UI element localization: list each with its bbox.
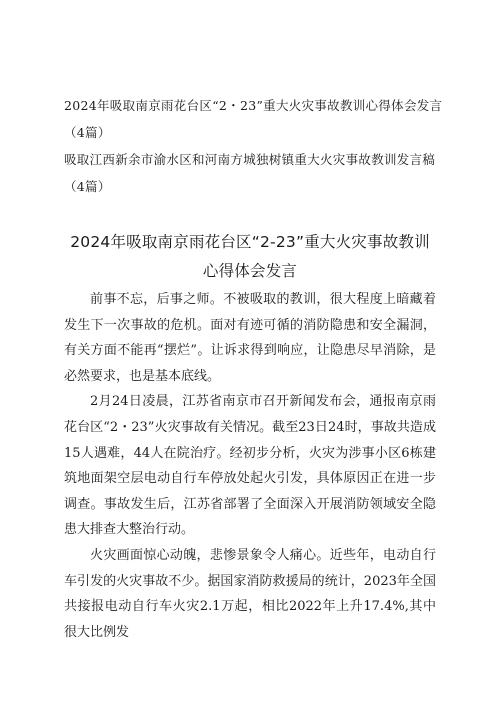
- article-title: [0, 228, 500, 286]
- table-of-contents: [64, 92, 444, 200]
- body-paragraph-3: 火灾画面惊心动魄，悲惨景象令人痛心。近些年，电动自行车引发的火灾事故不少。据国家消防救援局的统计，2023年全国共接报电动自行车火灾2.1万起，相比2022年上升17.4%,其中很大比例发: [64, 547, 436, 640]
- toc-item-1: 2024年吸取南京雨花台区“2・23”重大火灾事故教训心得体会发言（4篇）: [64, 98, 443, 140]
- article-title-line-2: 心得体会发言: [202, 262, 298, 280]
- body-paragraph-2: 2月24日凌晨，江苏省南京市召开新闻发布会，通报南京雨花台区“2・23”火灾事故有关情况。截至23日24时，事故共造成15人遇难，44人在院治疗。经初步分析，火灾为涉事小区6栋建筑地面架空层电动自行车停放处起火引发，具体原因正在进一步调查。事故发生后，江苏省部署了全面深入开展消防领域安全隐患大排查大整治行动。: [64, 394, 436, 538]
- body-paragraph-1: 前事不忘，后事之师。不被吸取的教训，很大程度上暗藏着发生下一次事故的危机。面对有迹可循的消防隐患和安全漏洞，有关方面不能再“摆烂”。让诉求得到响应，让隐患尽早消除，是必然要求，也是基本底线。: [64, 292, 436, 384]
- article-title-line-1: 2024年吸取南京雨花台区“2-23”重大火灾事故教训: [70, 233, 430, 251]
- toc-item-2: 吸取江西新余市渝水区和河南方城独树镇重大火灾事故教训发言稿（4篇）: [64, 152, 436, 194]
- article-body: [64, 287, 436, 645]
